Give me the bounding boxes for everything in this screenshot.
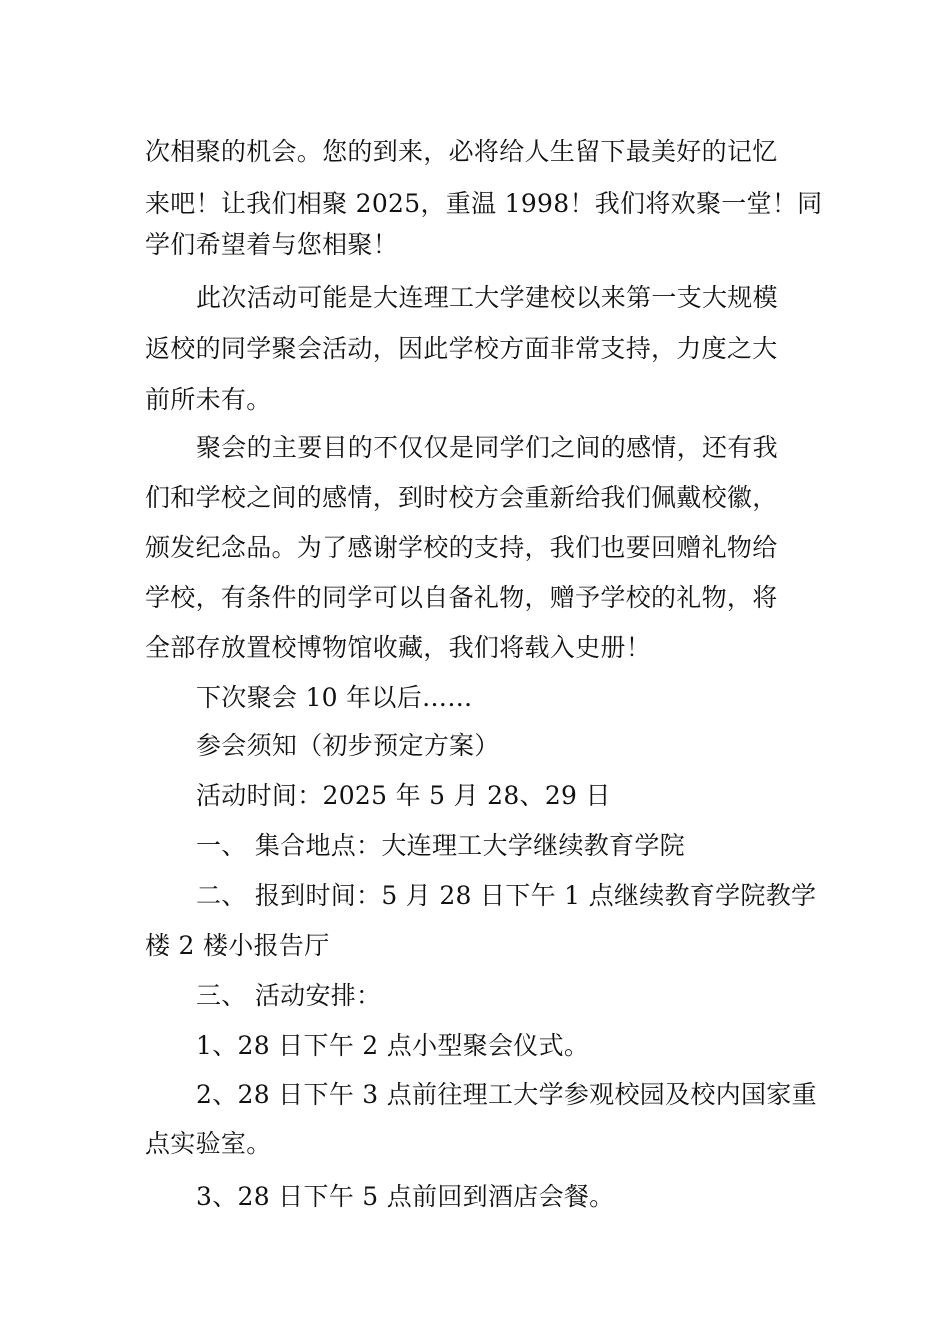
list-item: 3、28 日下午 5 点前回到酒店会餐。 — [196, 1182, 615, 1211]
text-line: 学校，有条件的同学可以自备礼物，赠予学校的礼物，将 — [145, 583, 778, 612]
list-item: 一、 集合地点：大连理工大学继续教育学院 — [196, 831, 685, 860]
text-line: 学们希望着与您相聚！ — [145, 230, 399, 259]
text-line: 们和学校之间的感情，到时校方会重新给我们佩戴校徽， — [145, 483, 778, 512]
section-heading: 参会须知（初步预定方案） — [196, 731, 500, 760]
list-item: 2、28 日下午 3 点前往理工大学参观校园及校内国家重 — [196, 1080, 817, 1109]
paragraph-first-line: 聚会的主要目的不仅仅是同学们之间的感情，还有我 — [196, 433, 778, 462]
text-line: 点实验室。 — [145, 1129, 272, 1158]
text-line: 前所未有。 — [145, 385, 272, 414]
text-line: 全部存放置校博物馆收藏，我们将载入史册！ — [145, 633, 652, 662]
text-line: 来吧！让我们相聚 2025，重温 1998！我们将欢聚一堂！同 — [145, 189, 823, 218]
text-line: 颁发纪念品。为了感谢学校的支持，我们也要回赠礼物给 — [145, 533, 778, 562]
paragraph-first-line: 下次聚会 10 年以后…… — [196, 683, 473, 712]
event-time: 活动时间：2025 年 5 月 28、29 日 — [196, 781, 611, 810]
paragraph-first-line: 此次活动可能是大连理工大学建校以来第一支大规模 — [196, 283, 778, 312]
text-line: 次相聚的机会。您的到来，必将给人生留下最美好的记忆 — [145, 137, 778, 166]
list-item: 1、28 日下午 2 点小型聚会仪式。 — [196, 1031, 590, 1060]
text-line: 楼 2 楼小报告厅 — [145, 931, 330, 960]
list-item: 二、 报到时间：5 月 28 日下午 1 点继续教育学院教学 — [196, 881, 817, 910]
text-line: 返校的同学聚会活动，因此学校方面非常支持，力度之大 — [145, 334, 778, 363]
list-item: 三、 活动安排： — [196, 981, 382, 1010]
